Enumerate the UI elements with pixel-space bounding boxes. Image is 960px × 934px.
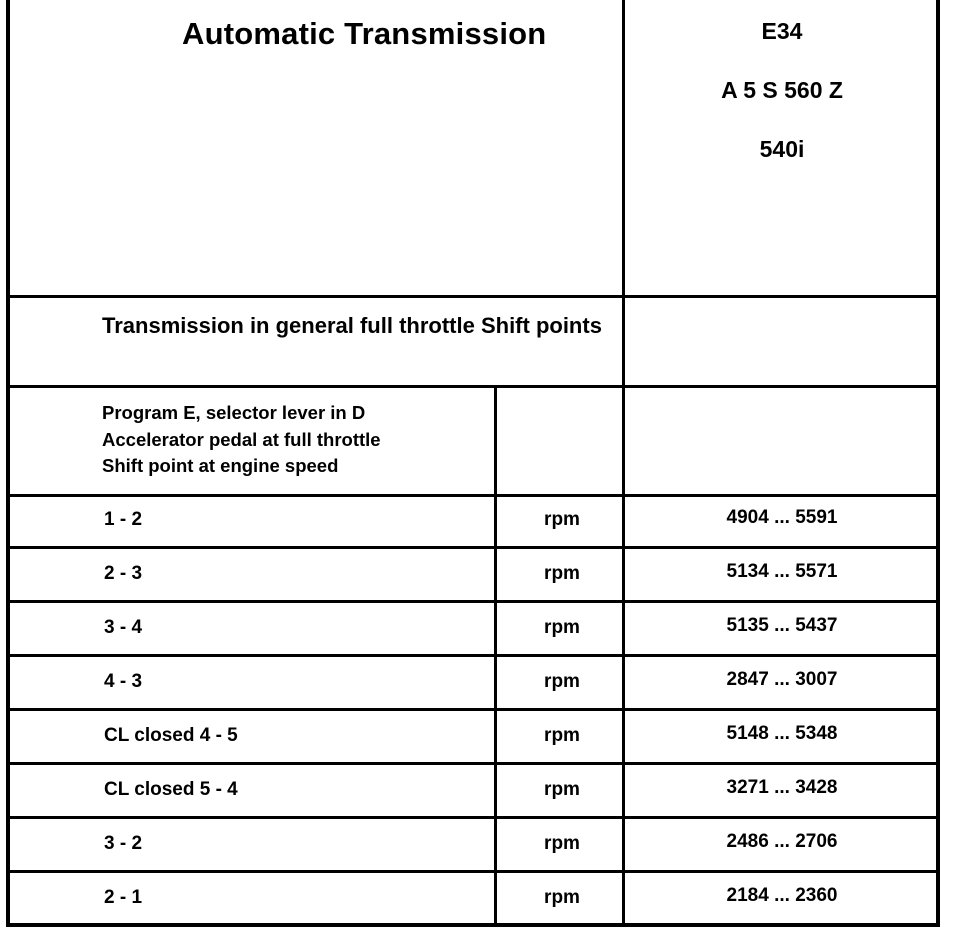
shift-points-table <box>6 0 940 927</box>
divider-row-1 <box>10 546 936 549</box>
row-rpm-range: 4904 ... 5591 <box>726 507 838 528</box>
model-code: E34 <box>761 18 803 44</box>
row-unit: rpm <box>544 563 580 584</box>
transmission-code: A 5 S 560 Z <box>721 77 843 103</box>
row-shift-label: 2 - 3 <box>104 563 143 584</box>
row-unit: rpm <box>544 725 580 746</box>
condition-shift-point: Shift point at engine speed <box>102 455 339 476</box>
row-unit: rpm <box>544 671 580 692</box>
divider-row-5 <box>10 762 936 765</box>
row-shift-label: 4 - 3 <box>104 671 143 692</box>
divider-row-3 <box>10 654 936 657</box>
condition-program: Program E, selector lever in D <box>102 402 366 423</box>
divider-conditions <box>10 494 936 497</box>
row-shift-label: CL closed 5 - 4 <box>104 779 238 800</box>
divider-row-6 <box>10 816 936 819</box>
row-rpm-range: 2184 ... 2360 <box>726 885 838 906</box>
row-unit: rpm <box>544 887 580 908</box>
divider-header <box>10 295 936 298</box>
divider-row-4 <box>10 708 936 711</box>
row-rpm-range: 5148 ... 5348 <box>726 723 838 744</box>
row-shift-label: 3 - 2 <box>104 833 143 854</box>
row-unit: rpm <box>544 617 580 638</box>
row-shift-label: 3 - 4 <box>104 617 143 638</box>
condition-accelerator: Accelerator pedal at full throttle <box>102 428 381 450</box>
row-unit: rpm <box>544 833 580 854</box>
row-unit: rpm <box>544 509 580 530</box>
row-rpm-range: 3271 ... 3428 <box>726 777 838 798</box>
divider-row-2 <box>10 600 936 603</box>
conditions-text <box>102 400 492 480</box>
row-shift-label: 2 - 1 <box>104 887 143 908</box>
row-unit: rpm <box>544 779 580 800</box>
divider-row-7 <box>10 870 936 873</box>
section-heading: Transmission in general full throttle Shift points <box>102 313 602 338</box>
variant-code: 540i <box>759 136 805 162</box>
page-title: Automatic Transmission <box>182 16 547 51</box>
row-rpm-range: 5134 ... 5571 <box>726 561 838 582</box>
row-shift-label: CL closed 4 - 5 <box>104 725 238 746</box>
row-rpm-range: 5135 ... 5437 <box>726 615 838 636</box>
divider-section <box>10 385 936 388</box>
row-shift-label: 1 - 2 <box>104 509 143 530</box>
row-rpm-range: 2847 ... 3007 <box>726 669 838 690</box>
row-rpm-range: 2486 ... 2706 <box>726 831 838 852</box>
